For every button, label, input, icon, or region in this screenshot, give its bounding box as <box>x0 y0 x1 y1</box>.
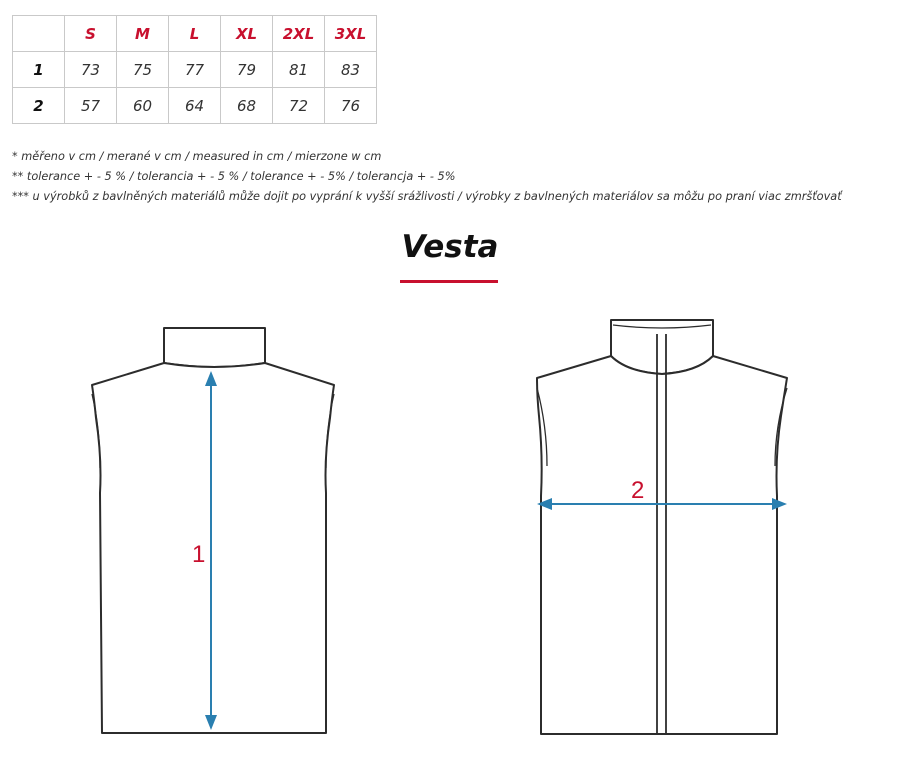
back-collar <box>164 328 265 367</box>
size-header-m: M <box>117 16 169 52</box>
row-label: 2 <box>13 88 65 124</box>
table-cell: 83 <box>325 52 377 88</box>
table-cell: 81 <box>273 52 325 88</box>
table-cell: 72 <box>273 88 325 124</box>
vest-front-diagram <box>525 316 800 743</box>
note-tolerance: ** tolerance + - 5 % / tolerancia + - 5 % / tolerance + - 5% / tolerancja + - 5% <box>12 170 456 183</box>
table-cell: 60 <box>117 88 169 124</box>
measurement-notes <box>12 147 842 207</box>
table-cell: 75 <box>117 52 169 88</box>
title-underline <box>400 280 498 283</box>
table-cell: 79 <box>221 52 273 88</box>
table-row <box>13 88 377 124</box>
size-table <box>12 15 377 124</box>
size-header-s: S <box>65 16 117 52</box>
vest-back-diagram <box>80 318 350 743</box>
page-title: Vesta <box>401 229 499 265</box>
table-cell: 77 <box>169 52 221 88</box>
size-header-l: L <box>169 16 221 52</box>
back-body-outline <box>92 363 334 733</box>
row-label: 1 <box>13 52 65 88</box>
table-corner-cell <box>13 16 65 52</box>
size-header-3xl: 3XL <box>325 16 377 52</box>
measure-label-2: 2 <box>631 477 645 504</box>
measure-label-1: 1 <box>192 541 206 568</box>
note-measured-in-cm: * měřeno v cm / merané v cm / measured in cm / mierzone w cm <box>12 150 382 163</box>
size-header-2xl: 2XL <box>273 16 325 52</box>
width-arrow-right <box>772 498 787 510</box>
size-header-xl: XL <box>221 16 273 52</box>
table-cell: 68 <box>221 88 273 124</box>
note-cotton-shrinkage: *** u výrobků z bavlněných materiálů může dojit po vyprání k vyšší srážlivosti / výrobky z bavlnených materiálov sa môžu po praní viac zmršťovať <box>12 190 842 203</box>
table-cell: 73 <box>65 52 117 88</box>
table-cell: 57 <box>65 88 117 124</box>
table-cell: 76 <box>325 88 377 124</box>
front-body-outline <box>537 356 787 734</box>
size-table-header-row <box>13 16 377 52</box>
table-row <box>13 52 377 88</box>
table-cell: 64 <box>169 88 221 124</box>
